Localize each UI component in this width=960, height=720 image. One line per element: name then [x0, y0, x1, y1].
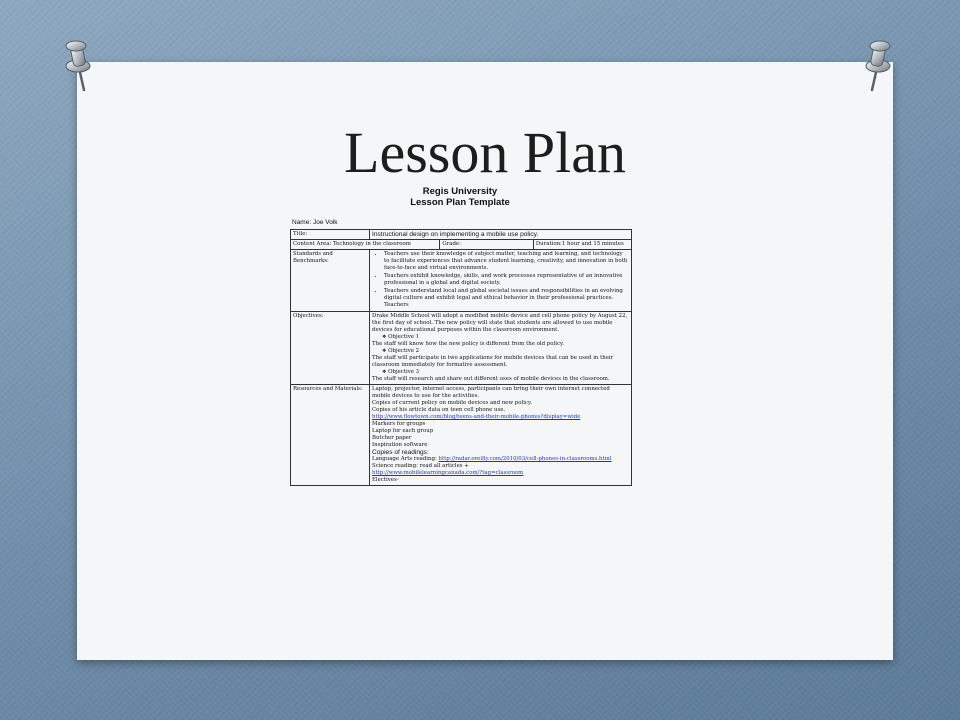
laptop-item: Laptop for each group [372, 428, 434, 434]
objective-2-text: The staff will participate in two applications for mobile devices that can be used in their classroom immediately for formative assessment. [372, 355, 614, 368]
resources-value [370, 385, 632, 486]
standards-label: Standards and Benchmarks: [291, 250, 370, 312]
objective-1-label: ❖ Objective 1 [372, 334, 629, 341]
table-row-standards [291, 250, 632, 312]
document-author-name: Name: Joe Volk [292, 219, 338, 226]
table-row-title [291, 230, 632, 240]
duration-label: Duration:1 hour and 15 minutes [533, 240, 631, 249]
table-row-content-area [291, 240, 632, 250]
copies-article: Copies of his article data on teen cell phone use. [372, 407, 506, 413]
objective-1-text: The staff will know how the new policy is different from the old policy. [372, 341, 565, 347]
science-reading: Science reading: read all articles + [372, 463, 469, 469]
title-label: Title: [291, 230, 370, 240]
lesson-plan-table [290, 229, 632, 486]
objective-3-label: ❖ Objective 3 [372, 369, 629, 376]
document-template-title: Lesson Plan Template [410, 197, 510, 208]
grade-label: Grade: [439, 240, 532, 249]
science-link[interactable]: http://www.mobilelearningcanada.com/?tag=classroom [372, 470, 524, 476]
language-arts-label: Language Arts reading: [372, 456, 437, 462]
article-link[interactable]: http://www.flowtown.com/blog/teens-and-their-mobile-phones?display=wide [372, 414, 581, 420]
table-row-resources [291, 385, 632, 486]
list-item: • Teachers understand local and global societal issues and responsibilities in an evolving digital culture and exhibit legal and ethical behavior in their professional practices. Teachers [384, 288, 629, 309]
document-university: Regis University [422, 186, 498, 197]
standards-list [372, 251, 629, 309]
markers-item: Markers for groups [372, 421, 426, 427]
resources-intro: Laptop, projector, internet access, participants can bring their own internet connected mobile devices to use for the activities. [372, 386, 610, 399]
copies-policy: Copies of current policy on mobile devices and new policy. [372, 400, 533, 406]
electives-item: Electives- [372, 477, 399, 483]
standards-value [370, 250, 632, 312]
resources-label: Resources and Materials: [291, 385, 370, 486]
objectives-label: Objectives: [291, 312, 370, 385]
butcher-paper-item: Butcher paper [372, 435, 412, 441]
language-arts-reading [372, 456, 629, 463]
title-value: Instructional design on implementing a mobile use policy. [370, 230, 632, 240]
lesson-plan-document [280, 186, 640, 652]
pushpin-right-icon [860, 38, 894, 94]
content-area-cell [291, 240, 632, 250]
objectives-intro: Drake Middle School will adopt a modified mobile device and cell phone policy by August 22, the first day of school. The new policy will state that students are allowed to use mobile devices for educational purposes within the classroom environment. [372, 313, 628, 333]
table-row-objectives [291, 312, 632, 385]
objective-2-label: ❖ Objective 2 [372, 348, 629, 355]
list-item: • Teachers exhibit knowledge, skills, and work processes representative of an innovative professional in a global and digital society. [384, 273, 629, 287]
inspiration-software-item: Inspiration software [372, 442, 428, 448]
objectives-value [370, 312, 632, 385]
slide-title: Lesson Plan [344, 120, 626, 185]
objective-3-text: The staff will research and share out different uses of mobile devices in the classroom. [372, 376, 610, 382]
language-arts-link[interactable]: http://radar.oreilly.com/2010/03/cell-phones-in-classrooms.html [438, 456, 612, 462]
list-item: • Teachers use their knowledge of subject matter, teaching and learning, and technology to facilitate experiences that advance student learning, creativity, and innovation in both face-to-face and virtual environments. [384, 251, 629, 272]
document-header [280, 186, 640, 208]
copies-readings: Copies of readings: [372, 449, 429, 456]
content-area-label: Content Area: Technology in the classroom [293, 241, 411, 247]
pushpin-left-icon [62, 38, 96, 94]
